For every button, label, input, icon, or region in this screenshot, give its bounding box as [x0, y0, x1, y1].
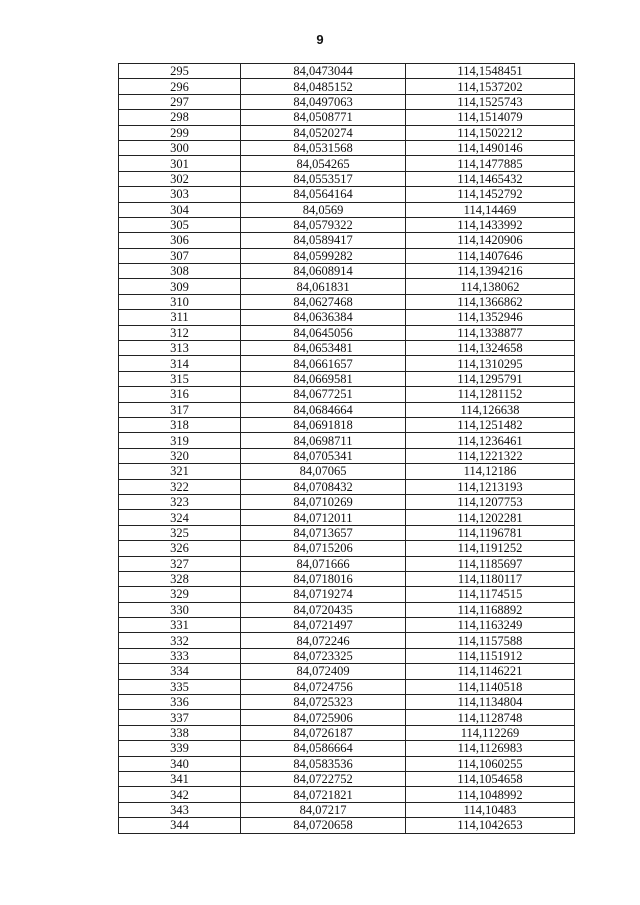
x-coordinate-cell: 84,0520274: [241, 125, 406, 140]
table-row: [119, 294, 575, 309]
table-row: [119, 510, 575, 525]
table-row: [119, 494, 575, 509]
y-coordinate-cell: 114,1048992: [406, 787, 575, 802]
table-row: [119, 325, 575, 340]
point-number-cell: 328: [119, 571, 241, 586]
x-coordinate-cell: 84,0725906: [241, 710, 406, 725]
table-row: [119, 695, 575, 710]
point-number-cell: 330: [119, 602, 241, 617]
point-number-cell: 318: [119, 417, 241, 432]
table-row: [119, 756, 575, 771]
x-coordinate-cell: 84,0485152: [241, 79, 406, 94]
y-coordinate-cell: 114,1502212: [406, 125, 575, 140]
point-number-cell: 295: [119, 64, 241, 79]
x-coordinate-cell: 84,0608914: [241, 264, 406, 279]
point-number-cell: 325: [119, 525, 241, 540]
table-row: [119, 802, 575, 817]
y-coordinate-cell: 114,1525743: [406, 94, 575, 109]
x-coordinate-cell: 84,0653481: [241, 341, 406, 356]
point-number-cell: 308: [119, 264, 241, 279]
y-coordinate-cell: 114,1054658: [406, 771, 575, 786]
point-number-cell: 333: [119, 648, 241, 663]
table-row: [119, 171, 575, 186]
y-coordinate-cell: 114,1295791: [406, 371, 575, 386]
x-coordinate-cell: 84,0583536: [241, 756, 406, 771]
table-row: [119, 679, 575, 694]
point-number-cell: 344: [119, 818, 241, 833]
y-coordinate-cell: 114,1433992: [406, 217, 575, 232]
y-coordinate-cell: 114,1060255: [406, 756, 575, 771]
x-coordinate-cell: 84,0720435: [241, 602, 406, 617]
point-number-cell: 331: [119, 618, 241, 633]
y-coordinate-cell: 114,1196781: [406, 525, 575, 540]
point-number-cell: 314: [119, 356, 241, 371]
point-number-cell: 317: [119, 402, 241, 417]
point-number-cell: 313: [119, 341, 241, 356]
table-row: [119, 110, 575, 125]
point-number-cell: 298: [119, 110, 241, 125]
x-coordinate-cell: 84,0713657: [241, 525, 406, 540]
table-row: [119, 664, 575, 679]
x-coordinate-cell: 84,072246: [241, 633, 406, 648]
y-coordinate-cell: 114,1394216: [406, 264, 575, 279]
y-coordinate-cell: 114,1352946: [406, 310, 575, 325]
x-coordinate-cell: 84,07065: [241, 464, 406, 479]
x-coordinate-cell: 84,0726187: [241, 725, 406, 740]
x-coordinate-cell: 84,0698711: [241, 433, 406, 448]
y-coordinate-cell: 114,1407646: [406, 248, 575, 263]
y-coordinate-cell: 114,1207753: [406, 494, 575, 509]
point-number-cell: 303: [119, 187, 241, 202]
x-coordinate-cell: 84,0705341: [241, 448, 406, 463]
y-coordinate-cell: 114,1128748: [406, 710, 575, 725]
x-coordinate-cell: 84,0589417: [241, 233, 406, 248]
x-coordinate-cell: 84,0725323: [241, 695, 406, 710]
y-coordinate-cell: 114,1151912: [406, 648, 575, 663]
y-coordinate-cell: 114,1477885: [406, 156, 575, 171]
table-row: [119, 571, 575, 586]
table-row: [119, 787, 575, 802]
table-row: [119, 64, 575, 79]
table-row: [119, 556, 575, 571]
table-row: [119, 525, 575, 540]
y-coordinate-cell: 114,1452792: [406, 187, 575, 202]
table-row: [119, 648, 575, 663]
table-row: [119, 125, 575, 140]
table-row: [119, 448, 575, 463]
table-row: [119, 156, 575, 171]
point-number-cell: 342: [119, 787, 241, 802]
y-coordinate-cell: 114,1537202: [406, 79, 575, 94]
y-coordinate-cell: 114,1465432: [406, 171, 575, 186]
x-coordinate-cell: 84,0569: [241, 202, 406, 217]
point-number-cell: 326: [119, 541, 241, 556]
y-coordinate-cell: 114,138062: [406, 279, 575, 294]
table-row: [119, 771, 575, 786]
table-row: [119, 541, 575, 556]
y-coordinate-cell: 114,1140518: [406, 679, 575, 694]
y-coordinate-cell: 114,1134804: [406, 695, 575, 710]
x-coordinate-cell: 84,0718016: [241, 571, 406, 586]
y-coordinate-cell: 114,1168892: [406, 602, 575, 617]
point-number-cell: 311: [119, 310, 241, 325]
y-coordinate-cell: 114,1042653: [406, 818, 575, 833]
table-row: [119, 433, 575, 448]
point-number-cell: 319: [119, 433, 241, 448]
point-number-cell: 324: [119, 510, 241, 525]
point-number-cell: 305: [119, 217, 241, 232]
y-coordinate-cell: 114,112269: [406, 725, 575, 740]
x-coordinate-cell: 84,0677251: [241, 387, 406, 402]
x-coordinate-cell: 84,0473044: [241, 64, 406, 79]
table-row: [119, 387, 575, 402]
x-coordinate-cell: 84,072409: [241, 664, 406, 679]
point-number-cell: 343: [119, 802, 241, 817]
x-coordinate-cell: 84,0719274: [241, 587, 406, 602]
x-coordinate-cell: 84,0553517: [241, 171, 406, 186]
table-row: [119, 264, 575, 279]
x-coordinate-cell: 84,0715206: [241, 541, 406, 556]
x-coordinate-cell: 84,0661657: [241, 356, 406, 371]
table-row: [119, 248, 575, 263]
y-coordinate-cell: 114,14469: [406, 202, 575, 217]
coordinates-table: [118, 63, 575, 834]
y-coordinate-cell: 114,1180117: [406, 571, 575, 586]
point-number-cell: 304: [119, 202, 241, 217]
table-row: [119, 464, 575, 479]
y-coordinate-cell: 114,1281152: [406, 387, 575, 402]
page-number: 9: [316, 32, 324, 47]
point-number-cell: 297: [119, 94, 241, 109]
point-number-cell: 301: [119, 156, 241, 171]
y-coordinate-cell: 114,1146221: [406, 664, 575, 679]
point-number-cell: 334: [119, 664, 241, 679]
table-row: [119, 279, 575, 294]
point-number-cell: 337: [119, 710, 241, 725]
x-coordinate-cell: 84,0627468: [241, 294, 406, 309]
x-coordinate-cell: 84,0691818: [241, 417, 406, 432]
point-number-cell: 338: [119, 725, 241, 740]
y-coordinate-cell: 114,1126983: [406, 741, 575, 756]
table-row: [119, 79, 575, 94]
x-coordinate-cell: 84,0708432: [241, 479, 406, 494]
x-coordinate-cell: 84,0720658: [241, 818, 406, 833]
x-coordinate-cell: 84,0722752: [241, 771, 406, 786]
y-coordinate-cell: 114,1490146: [406, 140, 575, 155]
point-number-cell: 322: [119, 479, 241, 494]
y-coordinate-cell: 114,1420906: [406, 233, 575, 248]
point-number-cell: 323: [119, 494, 241, 509]
x-coordinate-cell: 84,0712011: [241, 510, 406, 525]
y-coordinate-cell: 114,1236461: [406, 433, 575, 448]
point-number-cell: 316: [119, 387, 241, 402]
point-number-cell: 329: [119, 587, 241, 602]
table-row: [119, 479, 575, 494]
x-coordinate-cell: 84,0723325: [241, 648, 406, 663]
y-coordinate-cell: 114,12186: [406, 464, 575, 479]
table-row: [119, 618, 575, 633]
x-coordinate-cell: 84,0645056: [241, 325, 406, 340]
x-coordinate-cell: 84,054265: [241, 156, 406, 171]
y-coordinate-cell: 114,1221322: [406, 448, 575, 463]
x-coordinate-cell: 84,0586664: [241, 741, 406, 756]
y-coordinate-cell: 114,1251482: [406, 417, 575, 432]
table-row: [119, 94, 575, 109]
point-number-cell: 320: [119, 448, 241, 463]
point-number-cell: 299: [119, 125, 241, 140]
x-coordinate-cell: 84,0531568: [241, 140, 406, 155]
table-row: [119, 341, 575, 356]
point-number-cell: 302: [119, 171, 241, 186]
x-coordinate-cell: 84,0710269: [241, 494, 406, 509]
table-row: [119, 602, 575, 617]
point-number-cell: 340: [119, 756, 241, 771]
point-number-cell: 310: [119, 294, 241, 309]
point-number-cell: 309: [119, 279, 241, 294]
point-number-cell: 296: [119, 79, 241, 94]
point-number-cell: 327: [119, 556, 241, 571]
y-coordinate-cell: 114,1366862: [406, 294, 575, 309]
x-coordinate-cell: 84,0721497: [241, 618, 406, 633]
table-row: [119, 818, 575, 833]
point-number-cell: 300: [119, 140, 241, 155]
point-number-cell: 341: [119, 771, 241, 786]
table-row: [119, 402, 575, 417]
y-coordinate-cell: 114,1213193: [406, 479, 575, 494]
x-coordinate-cell: 84,0636384: [241, 310, 406, 325]
x-coordinate-cell: 84,0669581: [241, 371, 406, 386]
x-coordinate-cell: 84,0724756: [241, 679, 406, 694]
table-row: [119, 356, 575, 371]
point-number-cell: 312: [119, 325, 241, 340]
y-coordinate-cell: 114,1185697: [406, 556, 575, 571]
table-row: [119, 140, 575, 155]
y-coordinate-cell: 114,1514079: [406, 110, 575, 125]
x-coordinate-cell: 84,0721821: [241, 787, 406, 802]
table-row: [119, 725, 575, 740]
table-row: [119, 233, 575, 248]
table-row: [119, 741, 575, 756]
point-number-cell: 321: [119, 464, 241, 479]
table-row: [119, 371, 575, 386]
table-row: [119, 310, 575, 325]
y-coordinate-cell: 114,1548451: [406, 64, 575, 79]
table-row: [119, 633, 575, 648]
x-coordinate-cell: 84,061831: [241, 279, 406, 294]
coordinates-table-body: [119, 64, 575, 834]
y-coordinate-cell: 114,1310295: [406, 356, 575, 371]
table-row: [119, 187, 575, 202]
point-number-cell: 307: [119, 248, 241, 263]
x-coordinate-cell: 84,0564164: [241, 187, 406, 202]
y-coordinate-cell: 114,1338877: [406, 325, 575, 340]
y-coordinate-cell: 114,10483: [406, 802, 575, 817]
x-coordinate-cell: 84,0497063: [241, 94, 406, 109]
y-coordinate-cell: 114,1324658: [406, 341, 575, 356]
x-coordinate-cell: 84,0684664: [241, 402, 406, 417]
point-number-cell: 335: [119, 679, 241, 694]
y-coordinate-cell: 114,1191252: [406, 541, 575, 556]
table-row: [119, 587, 575, 602]
x-coordinate-cell: 84,071666: [241, 556, 406, 571]
x-coordinate-cell: 84,07217: [241, 802, 406, 817]
y-coordinate-cell: 114,1202281: [406, 510, 575, 525]
x-coordinate-cell: 84,0508771: [241, 110, 406, 125]
x-coordinate-cell: 84,0599282: [241, 248, 406, 263]
point-number-cell: 339: [119, 741, 241, 756]
point-number-cell: 332: [119, 633, 241, 648]
point-number-cell: 306: [119, 233, 241, 248]
y-coordinate-cell: 114,1163249: [406, 618, 575, 633]
point-number-cell: 315: [119, 371, 241, 386]
point-number-cell: 336: [119, 695, 241, 710]
y-coordinate-cell: 114,1157588: [406, 633, 575, 648]
table-row: [119, 217, 575, 232]
table-row: [119, 417, 575, 432]
y-coordinate-cell: 114,126638: [406, 402, 575, 417]
table-row: [119, 202, 575, 217]
x-coordinate-cell: 84,0579322: [241, 217, 406, 232]
y-coordinate-cell: 114,1174515: [406, 587, 575, 602]
table-row: [119, 710, 575, 725]
